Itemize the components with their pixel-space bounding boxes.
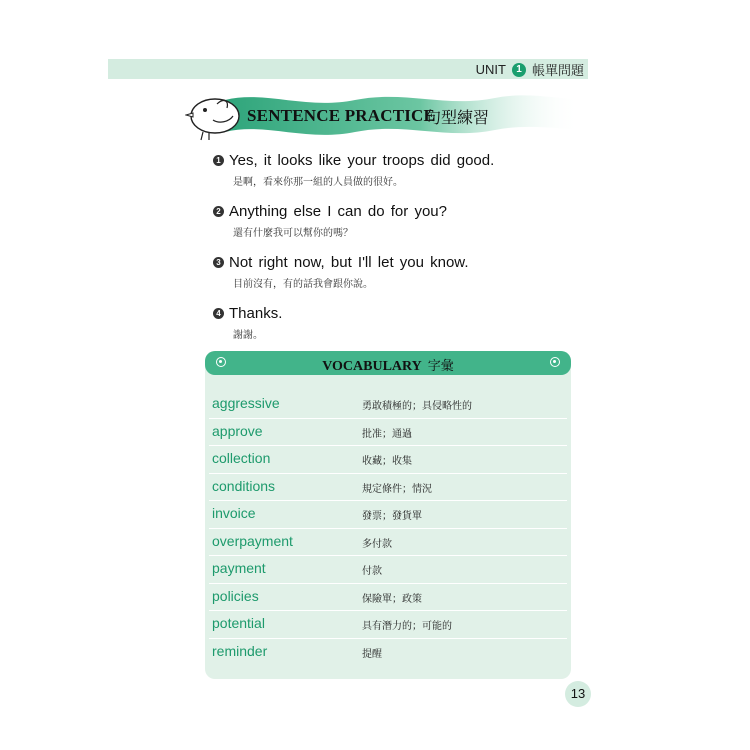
banner-title: SENTENCE PRACTICE bbox=[247, 106, 436, 125]
vocab-word: policies bbox=[212, 587, 259, 604]
list-item bbox=[209, 419, 567, 447]
vocabulary-title bbox=[205, 355, 571, 375]
vocab-word: overpayment bbox=[212, 532, 293, 549]
list-item bbox=[209, 529, 567, 557]
list-item bbox=[209, 611, 567, 639]
sentence-english: Not right now, but I'll let you know. bbox=[229, 254, 469, 271]
vocab-definition: 收藏；收集 bbox=[362, 456, 412, 467]
sentence-number-badge: 1 bbox=[213, 155, 224, 166]
sentence-3 bbox=[213, 254, 468, 290]
vocabulary-box bbox=[205, 351, 571, 679]
vocabulary-header bbox=[205, 351, 571, 375]
vocab-word: aggressive bbox=[212, 395, 280, 411]
page-number: 13 bbox=[565, 681, 591, 707]
sentence-practice-banner bbox=[185, 86, 580, 148]
sentence-number-badge: 2 bbox=[213, 206, 224, 217]
list-item bbox=[209, 556, 567, 584]
vocab-definition: 規定條件；情況 bbox=[362, 483, 432, 495]
vocab-definition: 發票；發貨單 bbox=[362, 511, 422, 522]
unit-title: 帳單問題 bbox=[531, 63, 584, 78]
unit-text: UNIT bbox=[475, 62, 506, 77]
vocab-word: payment bbox=[212, 560, 266, 576]
sentence-chinese: 還有什麼我可以幫你的嗎？ bbox=[233, 228, 353, 239]
vocabulary-title-en: VOCABULARY bbox=[322, 359, 422, 374]
target-icon bbox=[550, 357, 560, 367]
vocab-definition: 勇敢積極的；具侵略性的 bbox=[362, 401, 472, 412]
sentence-2 bbox=[213, 203, 447, 239]
vocab-definition: 具有潛力的；可能的 bbox=[362, 621, 452, 632]
list-item bbox=[209, 639, 567, 666]
list-item bbox=[209, 584, 567, 612]
unit-number-badge: 1 bbox=[512, 63, 526, 77]
list-item bbox=[209, 446, 567, 474]
sentence-4 bbox=[213, 305, 282, 341]
vocab-definition: 提醒 bbox=[362, 648, 382, 660]
vocab-word: potential bbox=[212, 615, 265, 631]
unit-header-bar bbox=[108, 59, 588, 79]
vocabulary-title-zh: 字彙 bbox=[427, 359, 454, 374]
vocab-word: reminder bbox=[212, 642, 268, 659]
list-item bbox=[209, 501, 567, 529]
sentence-english: Anything else I can do for you? bbox=[229, 203, 447, 220]
vocab-word: approve bbox=[212, 422, 263, 439]
sentence-chinese: 目前沒有，有的話我會跟你說。 bbox=[233, 279, 373, 290]
list-item bbox=[209, 474, 567, 502]
sentence-1 bbox=[213, 152, 494, 188]
unit-label bbox=[476, 60, 584, 79]
vocab-word: conditions bbox=[212, 477, 276, 494]
vocabulary-list bbox=[205, 391, 571, 665]
sentence-number-badge: 3 bbox=[213, 257, 224, 268]
vocab-definition: 付款 bbox=[362, 566, 382, 577]
sentence-chinese: 謝謝。 bbox=[233, 330, 263, 341]
sentence-chinese: 是啊，看來你那一組的人員做的很好。 bbox=[233, 177, 403, 188]
vocab-word: collection bbox=[212, 450, 271, 466]
chick-mascot-icon bbox=[186, 99, 239, 140]
sentence-english: Yes, it looks like your troops did good. bbox=[229, 152, 495, 169]
sentence-number-badge: 4 bbox=[213, 308, 224, 319]
banner-subtitle: 句型練習 bbox=[425, 108, 490, 127]
vocab-definition: 保險單；政策 bbox=[362, 593, 422, 605]
vocab-word: invoice bbox=[212, 505, 256, 521]
vocab-definition: 批准；通過 bbox=[362, 428, 412, 440]
list-item bbox=[209, 391, 567, 419]
sentence-english: Thanks. bbox=[229, 305, 283, 322]
vocab-definition: 多付款 bbox=[362, 538, 392, 550]
